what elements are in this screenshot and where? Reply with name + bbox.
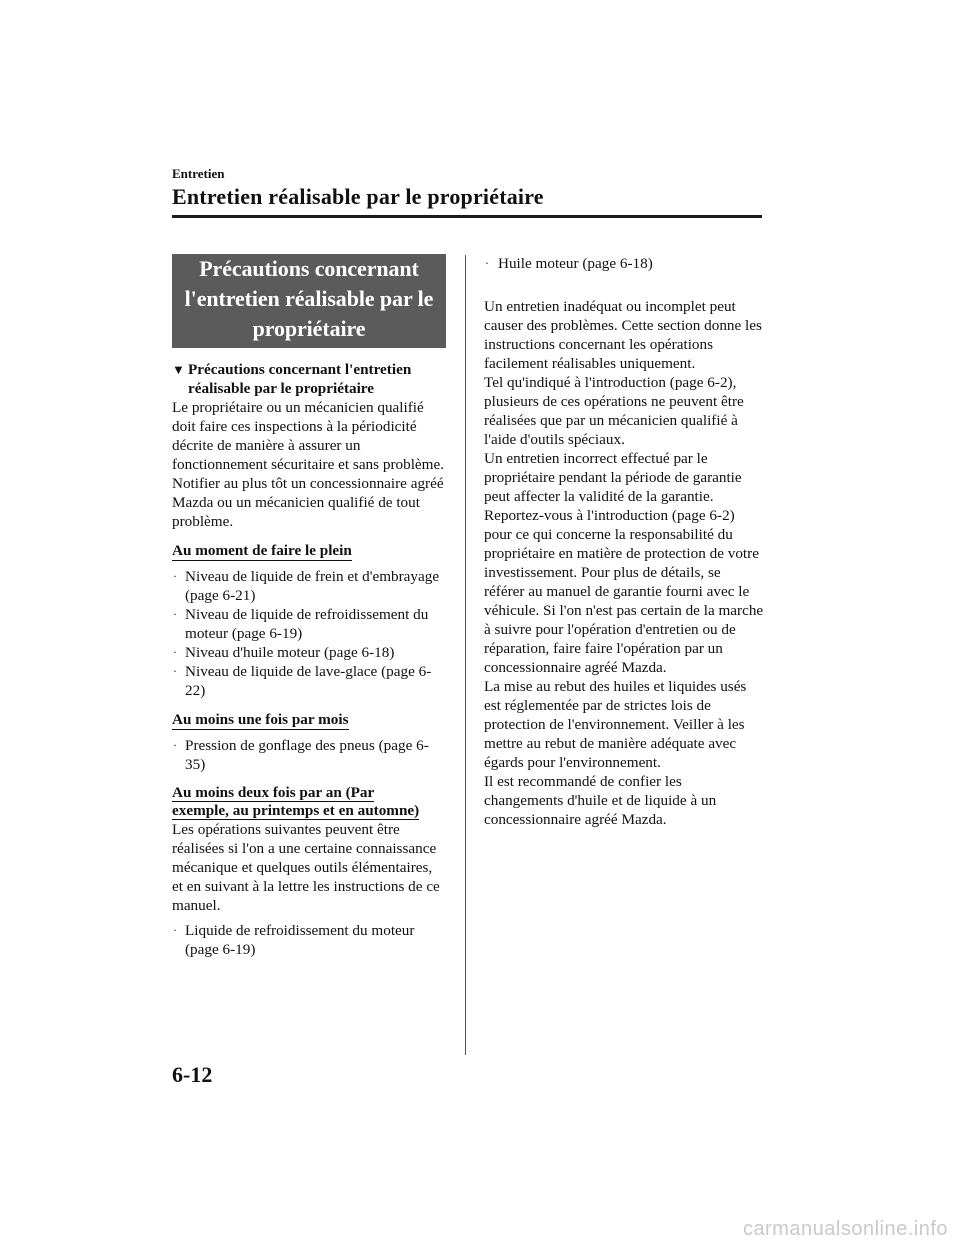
list-item-text: Niveau d'huile moteur (page 6-18) — [185, 644, 395, 661]
bullet-dot-icon: · — [485, 256, 489, 270]
section-heading-line: l'entretien réalisable par le — [184, 286, 434, 311]
list-item — [172, 921, 446, 959]
bullet-dot-icon: · — [173, 664, 177, 678]
paragraph: La mise au rebut des huiles et liquides usés est réglementée par de strictes lois de protection de l'environnement. Veiller à les mettre au rebut de manière adéquate avec égards pour l'environnement. — [484, 678, 747, 771]
list-item — [172, 605, 446, 643]
paragraph: Un entretien incorrect effectué par le propriétaire pendant la période de garantie peut affecter la validité de la garantie. Reportez-vous à l'introduction (page 6-2) pour ce qui concerne la responsabilité du propriétaire en matière de protection de votre investissement. Pour plus de détails, se référer au manuel de garantie fourni avec le véhicule. Si l'on n'est pas certain de la marche à suivre pour l'opération d'entretien ou de réparation, faire faire l'opération par un concessionnaire agréé Mazda. — [484, 450, 764, 676]
bullet-list — [172, 921, 446, 959]
list-item-text: Niveau de liquide de refroidissement du moteur (page 6-19) — [185, 606, 429, 642]
subheading — [172, 360, 446, 398]
schedule-heading-line: Au moins deux fois par an (Par — [172, 784, 375, 801]
paragraph: Notifier au plus tôt un concessionnaire agréé Mazda ou un mécanicien qualifié de tout problème. — [172, 475, 444, 530]
list-item-text: Pression de gonflage des pneus (page 6-35) — [185, 737, 429, 773]
triangle-down-icon: ▼ — [172, 362, 185, 377]
schedule-heading: Au moment de faire le plein — [172, 542, 352, 559]
bullet-list — [172, 567, 446, 700]
watermark: carmanualsonline.info — [742, 1218, 948, 1240]
left-column — [172, 254, 446, 959]
list-item — [172, 736, 446, 774]
title-rule — [172, 215, 762, 218]
bullet-dot-icon: · — [173, 738, 177, 752]
paragraph: Les opérations suivantes peuvent être réalisées si l'on a une certaine connaissance mécanique et quelques outils élémentaires, et en suivant à la lettre les instructions de ce manuel. — [172, 821, 440, 914]
subheading-text — [188, 360, 411, 398]
list-item — [484, 254, 764, 273]
column-divider — [465, 255, 466, 1055]
list-item — [172, 567, 446, 605]
page-title: Entretien réalisable par le propriétaire — [172, 184, 544, 209]
list-item-text: Niveau de liquide de frein et d'embrayage (page 6-21) — [185, 568, 440, 604]
section-label: Entretien — [172, 166, 225, 181]
list-item-text: Liquide de refroidissement du moteur (page 6-19) — [185, 922, 415, 958]
bullet-dot-icon: · — [173, 645, 177, 659]
section-heading-line: Précautions concernant — [199, 256, 419, 281]
paragraph: Un entretien inadéquat ou incomplet peut causer des problèmes. Cette section donne les instructions concernant les opérations facilement réalisables uniquement. — [484, 298, 762, 372]
page-number: 6-12 — [172, 1062, 213, 1087]
list-item — [172, 643, 446, 662]
bullet-list — [172, 736, 446, 774]
paragraph: Il est recommandé de confier les changements d'huile et de liquide à un concessionnaire agréé Mazda. — [484, 773, 717, 828]
bullet-dot-icon: · — [173, 569, 177, 583]
list-item — [172, 662, 446, 700]
list-item-text: Huile moteur (page 6-18) — [498, 255, 653, 272]
paragraph: Tel qu'indiqué à l'introduction (page 6-2), plusieurs de ces opérations ne peuvent être réalisées que par un mécanicien qualifié à l'aide d'outils spéciaux. — [484, 374, 744, 448]
right-column — [484, 254, 764, 829]
section-heading-box — [172, 254, 446, 348]
schedule-heading-line: exemple, au printemps et en automne) — [172, 802, 420, 819]
bullet-list — [484, 254, 764, 273]
bullet-dot-icon: · — [173, 923, 177, 937]
schedule-heading: Au moins une fois par mois — [172, 711, 349, 728]
subheading-line: Précautions concernant l'entretien — [188, 361, 412, 378]
list-item-text: Niveau de liquide de lave-glace (page 6-22) — [185, 663, 432, 699]
schedule-heading — [172, 784, 419, 820]
bullet-dot-icon: · — [173, 607, 177, 621]
section-heading-line: propriétaire — [252, 316, 366, 341]
paragraph: Le propriétaire ou un mécanicien qualifié doit faire ces inspections à la périodicité décrite de manière à assurer un fonctionnement sécuritaire et sans problème. — [172, 399, 445, 473]
subheading-line: réalisable par le propriétaire — [188, 380, 375, 397]
